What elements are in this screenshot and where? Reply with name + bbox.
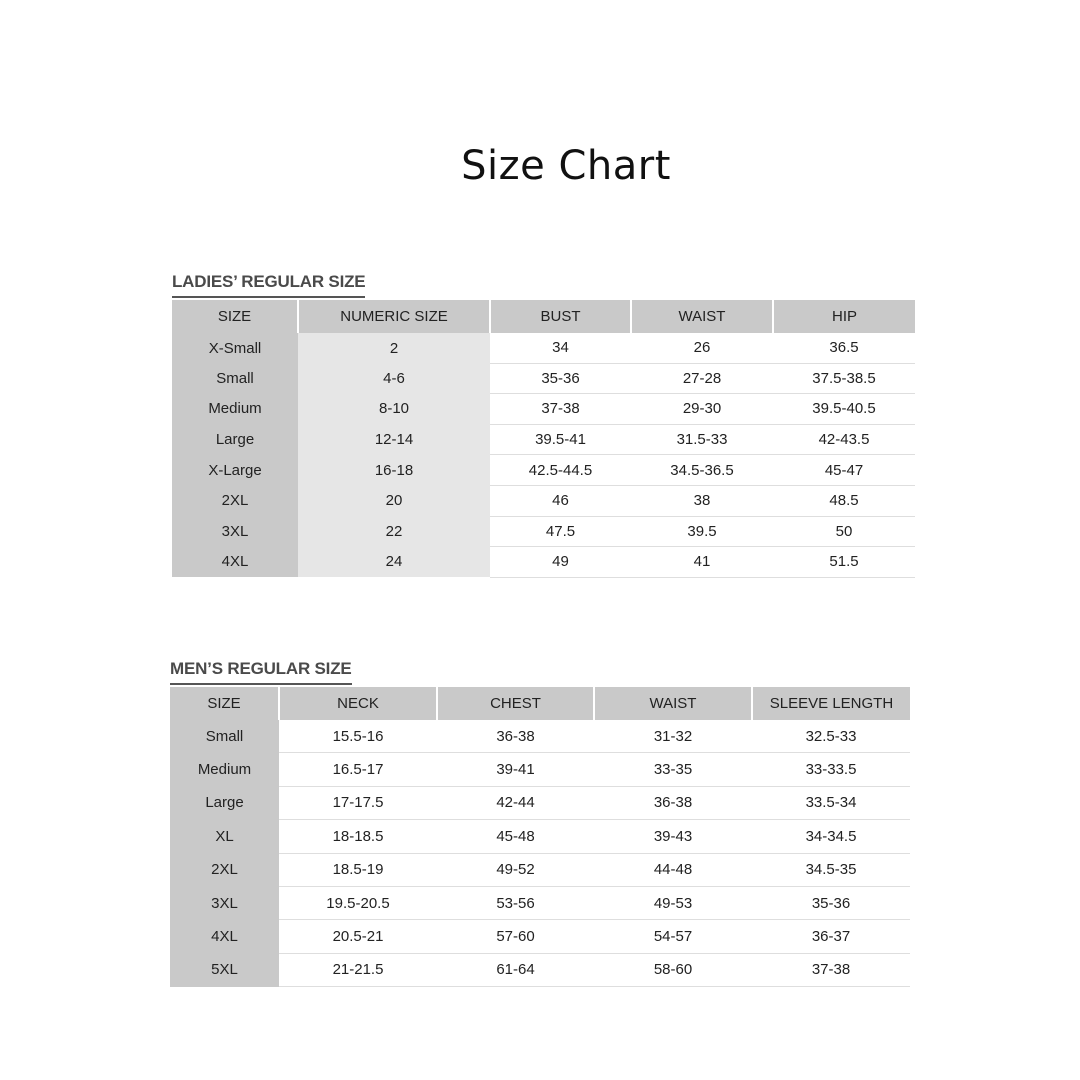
ladies-table-row — [172, 363, 915, 394]
page-title: Size Chart — [461, 143, 671, 189]
mens-cell-size: 3XL — [170, 886, 279, 919]
ladies-cell-bust: 35-36 — [490, 363, 631, 394]
ladies-size-table — [172, 300, 915, 578]
ladies-table-row — [172, 455, 915, 486]
ladies-cell-waist: 34.5-36.5 — [631, 455, 773, 486]
ladies-header-row — [172, 300, 915, 333]
ladies-header-hip: HIP — [773, 300, 915, 333]
mens-table-header — [170, 687, 910, 720]
ladies-cell-hip: 37.5-38.5 — [773, 363, 915, 394]
mens-cell-chest: 53-56 — [437, 886, 594, 919]
ladies-header-numeric-size: NUMERIC SIZE — [298, 300, 490, 333]
ladies-section-title: LADIES’ REGULAR SIZE — [172, 272, 365, 298]
mens-cell-sleeve-length: 34.5-35 — [752, 853, 910, 886]
mens-cell-neck: 15.5-16 — [279, 720, 437, 753]
ladies-cell-size: 4XL — [172, 547, 298, 578]
ladies-cell-size: X-Large — [172, 455, 298, 486]
mens-cell-sleeve-length: 36-37 — [752, 920, 910, 953]
ladies-table-row — [172, 394, 915, 425]
mens-header-size: SIZE — [170, 687, 279, 720]
ladies-cell-numeric-size: 8-10 — [298, 394, 490, 425]
mens-cell-sleeve-length: 32.5-33 — [752, 720, 910, 753]
mens-cell-neck: 18.5-19 — [279, 853, 437, 886]
mens-table-row — [170, 920, 910, 953]
mens-cell-waist: 49-53 — [594, 886, 752, 919]
ladies-cell-waist: 26 — [631, 333, 773, 363]
mens-cell-waist: 33-35 — [594, 753, 752, 786]
ladies-cell-bust: 37-38 — [490, 394, 631, 425]
ladies-cell-bust: 47.5 — [490, 516, 631, 547]
mens-table-row — [170, 853, 910, 886]
mens-cell-chest: 57-60 — [437, 920, 594, 953]
mens-header-sleeve-length: SLEEVE LENGTH — [752, 687, 910, 720]
ladies-cell-numeric-size: 2 — [298, 333, 490, 363]
mens-cell-waist: 31-32 — [594, 720, 752, 753]
mens-table-row — [170, 820, 910, 853]
ladies-cell-hip: 45-47 — [773, 455, 915, 486]
ladies-cell-size: Large — [172, 424, 298, 455]
ladies-header-bust: BUST — [490, 300, 631, 333]
ladies-table-row — [172, 547, 915, 578]
mens-cell-neck: 16.5-17 — [279, 753, 437, 786]
ladies-cell-numeric-size: 16-18 — [298, 455, 490, 486]
ladies-cell-numeric-size: 22 — [298, 516, 490, 547]
mens-cell-chest: 49-52 — [437, 853, 594, 886]
mens-table-row — [170, 753, 910, 786]
ladies-table-row — [172, 485, 915, 516]
mens-cell-neck: 20.5-21 — [279, 920, 437, 953]
ladies-cell-numeric-size: 4-6 — [298, 363, 490, 394]
mens-cell-waist: 44-48 — [594, 853, 752, 886]
ladies-cell-waist: 39.5 — [631, 516, 773, 547]
mens-cell-sleeve-length: 33-33.5 — [752, 753, 910, 786]
ladies-cell-hip: 42-43.5 — [773, 424, 915, 455]
ladies-header-waist: WAIST — [631, 300, 773, 333]
mens-table-row — [170, 720, 910, 753]
ladies-cell-numeric-size: 12-14 — [298, 424, 490, 455]
ladies-cell-waist: 27-28 — [631, 363, 773, 394]
ladies-cell-bust: 46 — [490, 485, 631, 516]
ladies-cell-numeric-size: 24 — [298, 547, 490, 578]
mens-cell-waist: 36-38 — [594, 786, 752, 819]
ladies-cell-hip: 50 — [773, 516, 915, 547]
ladies-cell-bust: 49 — [490, 547, 631, 578]
mens-cell-neck: 21-21.5 — [279, 953, 437, 986]
mens-table-row — [170, 886, 910, 919]
ladies-cell-hip: 48.5 — [773, 485, 915, 516]
ladies-cell-waist: 31.5-33 — [631, 424, 773, 455]
ladies-cell-size: 3XL — [172, 516, 298, 547]
mens-cell-sleeve-length: 37-38 — [752, 953, 910, 986]
ladies-cell-bust: 42.5-44.5 — [490, 455, 631, 486]
mens-header-chest: CHEST — [437, 687, 594, 720]
mens-table-row — [170, 953, 910, 986]
mens-cell-size: Medium — [170, 753, 279, 786]
ladies-cell-hip: 51.5 — [773, 547, 915, 578]
ladies-cell-size: 2XL — [172, 485, 298, 516]
ladies-cell-waist: 29-30 — [631, 394, 773, 425]
mens-header-neck: NECK — [279, 687, 437, 720]
mens-cell-sleeve-length: 35-36 — [752, 886, 910, 919]
ladies-table-body — [172, 333, 915, 577]
mens-cell-chest: 45-48 — [437, 820, 594, 853]
ladies-table-header — [172, 300, 915, 333]
mens-table-body — [170, 720, 910, 987]
ladies-cell-waist: 38 — [631, 485, 773, 516]
mens-cell-size: 4XL — [170, 920, 279, 953]
mens-section-title: MEN’S REGULAR SIZE — [170, 659, 352, 685]
ladies-cell-bust: 34 — [490, 333, 631, 363]
mens-cell-chest: 61-64 — [437, 953, 594, 986]
ladies-header-size: SIZE — [172, 300, 298, 333]
ladies-cell-size: Small — [172, 363, 298, 394]
ladies-cell-numeric-size: 20 — [298, 485, 490, 516]
mens-cell-size: Small — [170, 720, 279, 753]
ladies-table-row — [172, 333, 915, 363]
mens-cell-waist: 58-60 — [594, 953, 752, 986]
mens-cell-neck: 17-17.5 — [279, 786, 437, 819]
mens-header-waist: WAIST — [594, 687, 752, 720]
mens-cell-chest: 36-38 — [437, 720, 594, 753]
mens-cell-waist: 54-57 — [594, 920, 752, 953]
mens-cell-chest: 39-41 — [437, 753, 594, 786]
ladies-table-row — [172, 424, 915, 455]
mens-cell-size: 5XL — [170, 953, 279, 986]
ladies-cell-size: X-Small — [172, 333, 298, 363]
mens-size-table — [170, 687, 910, 987]
mens-cell-size: 2XL — [170, 853, 279, 886]
mens-cell-size: XL — [170, 820, 279, 853]
mens-cell-waist: 39-43 — [594, 820, 752, 853]
mens-cell-sleeve-length: 34-34.5 — [752, 820, 910, 853]
mens-cell-sleeve-length: 33.5-34 — [752, 786, 910, 819]
ladies-cell-hip: 36.5 — [773, 333, 915, 363]
ladies-cell-hip: 39.5-40.5 — [773, 394, 915, 425]
mens-cell-neck: 19.5-20.5 — [279, 886, 437, 919]
ladies-cell-waist: 41 — [631, 547, 773, 578]
mens-header-row — [170, 687, 910, 720]
mens-cell-size: Large — [170, 786, 279, 819]
ladies-cell-bust: 39.5-41 — [490, 424, 631, 455]
mens-cell-neck: 18-18.5 — [279, 820, 437, 853]
ladies-cell-size: Medium — [172, 394, 298, 425]
ladies-table-row — [172, 516, 915, 547]
mens-table-row — [170, 786, 910, 819]
mens-cell-chest: 42-44 — [437, 786, 594, 819]
